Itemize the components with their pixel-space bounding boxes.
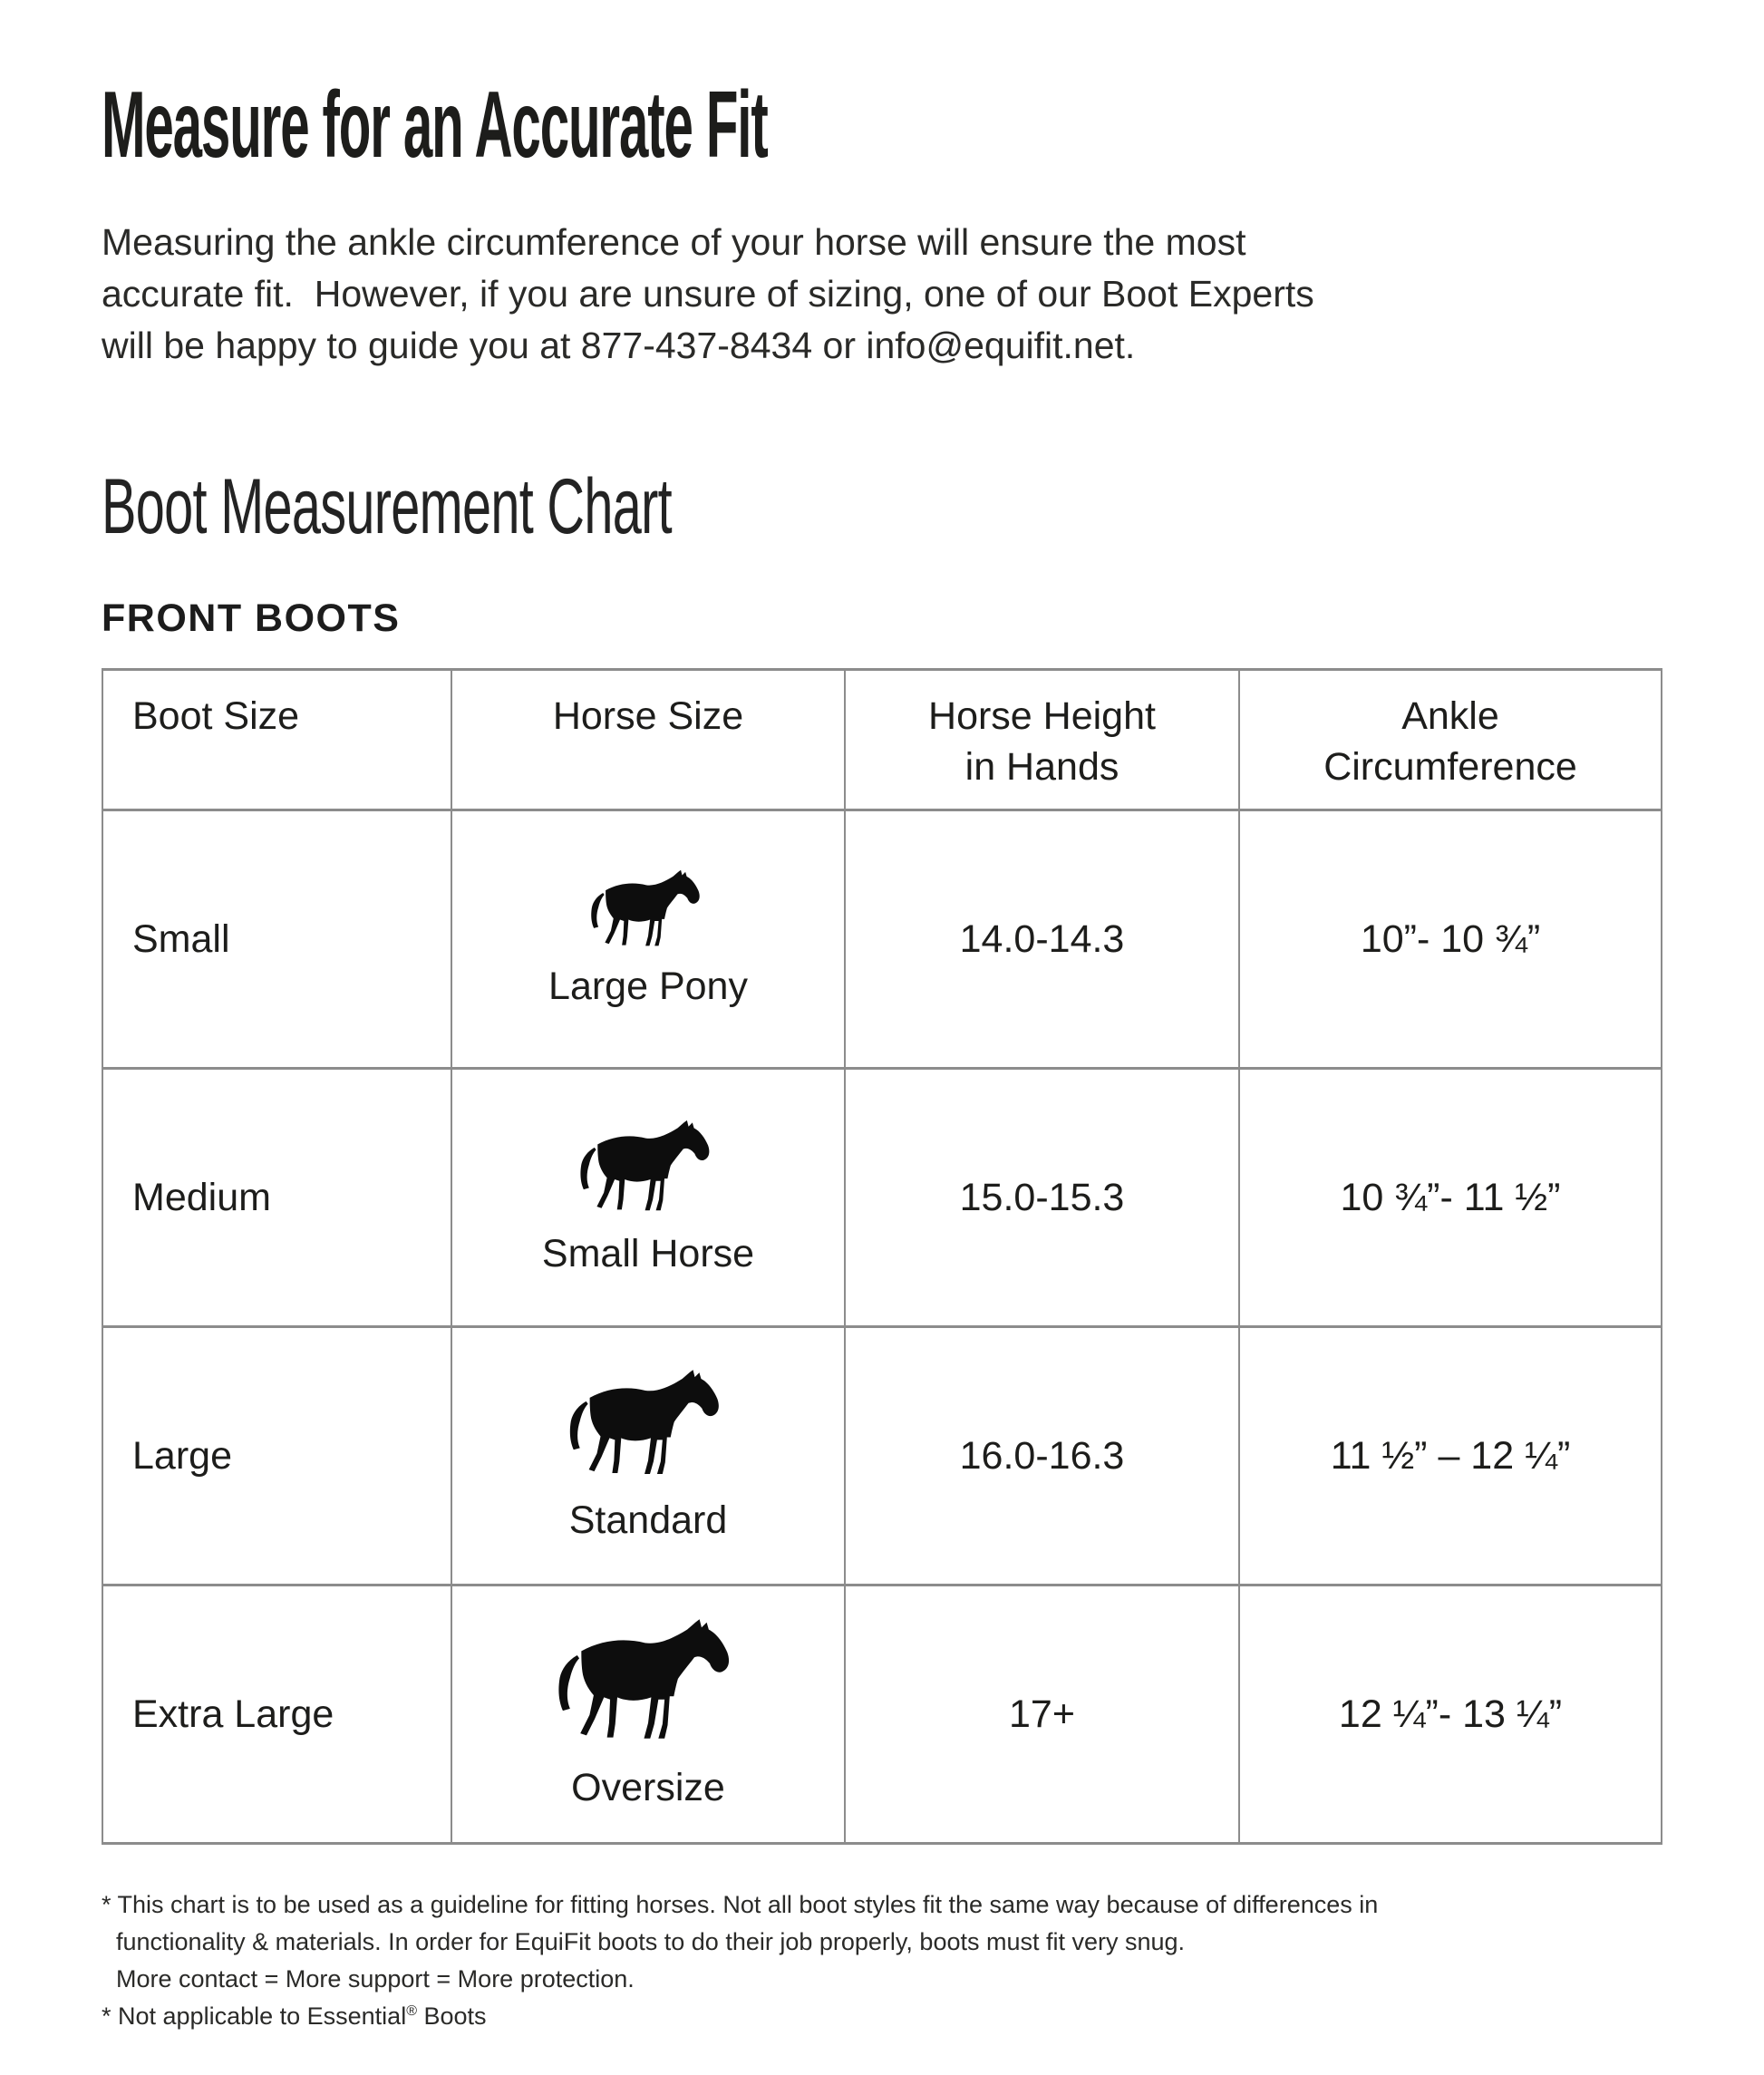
registered-trademark-icon: ®	[406, 2003, 417, 2020]
intro-line-2: accurate fit. However, if you are unsure of sizing, one of our Boot Experts	[102, 273, 1314, 315]
intro-line-3: will be happy to guide you at 877-437-8434 or info@equifit.net.	[102, 325, 1136, 367]
header-boot-size: Boot Size	[102, 670, 451, 810]
ankle-circumference-value: 10 ¾”- 11 ½”	[1239, 1069, 1662, 1327]
horse-icon	[567, 1120, 730, 1228]
table-row	[102, 1585, 1662, 1844]
footnote-guideline-line-3: More contact = More support = More protection.	[116, 1965, 635, 1993]
horse-icon	[540, 1618, 756, 1762]
horse-icon	[579, 869, 717, 961]
footnotes	[102, 1886, 1673, 2035]
horse-height-value: 16.0-16.3	[845, 1327, 1239, 1585]
horse-icon	[554, 1369, 742, 1495]
footnote-essential: * Not applicable to Essential® Boots	[102, 2002, 487, 2031]
horse-size-cell	[451, 810, 845, 1069]
intro-line-1: Measuring the ankle circumference of your horse will ensure the most	[102, 221, 1246, 264]
horse-size-cell	[451, 1069, 845, 1327]
intro-paragraph	[102, 217, 1673, 372]
front-boots-label: FRONT BOOTS	[102, 596, 401, 641]
section-heading: Boot Measurement Chart	[102, 463, 672, 551]
header-horse-height: Horse Height in Hands	[845, 670, 1239, 810]
horse-height-value: 17+	[845, 1585, 1239, 1844]
ankle-circumference-value: 10”- 10 ¾”	[1239, 810, 1662, 1069]
header-ankle-circumference: Ankle Circumference	[1239, 670, 1662, 810]
boot-size-value: Extra Large	[102, 1585, 451, 1844]
horse-height-value: 15.0-15.3	[845, 1069, 1239, 1327]
ankle-circumference-value: 11 ½” – 12 ¼”	[1239, 1327, 1662, 1585]
boot-size-value: Small	[102, 810, 451, 1069]
horse-size-label: Small Horse	[541, 1231, 755, 1275]
header-horse-size: Horse Size	[451, 670, 845, 810]
boot-measurement-table	[102, 668, 1662, 1845]
horse-size-cell	[451, 1585, 845, 1844]
ankle-circumference-value: 12 ¼”- 13 ¼”	[1239, 1585, 1662, 1844]
page-title: Measure for an Accurate Fit	[102, 73, 768, 178]
boot-size-value: Large	[102, 1327, 451, 1585]
footnote-guideline-line-1: * This chart is to be used as a guideline for fitting horses. Not all boot styles fit the same way because of differences in	[102, 1891, 1379, 1919]
horse-size-label: Large Pony	[548, 965, 748, 1009]
horse-height-value: 14.0-14.3	[845, 810, 1239, 1069]
table-row	[102, 810, 1662, 1069]
table-row	[102, 1327, 1662, 1585]
footnote-guideline-line-2: functionality & materials. In order for EquiFit boots to do their job properly, boots must fit very snug.	[116, 1928, 1186, 1956]
table-row	[102, 1069, 1662, 1327]
horse-size-label: Oversize	[571, 1766, 725, 1810]
horse-size-label: Standard	[568, 1498, 728, 1543]
table-header-row	[102, 670, 1662, 810]
horse-size-cell	[451, 1327, 845, 1585]
boot-size-value: Medium	[102, 1069, 451, 1327]
